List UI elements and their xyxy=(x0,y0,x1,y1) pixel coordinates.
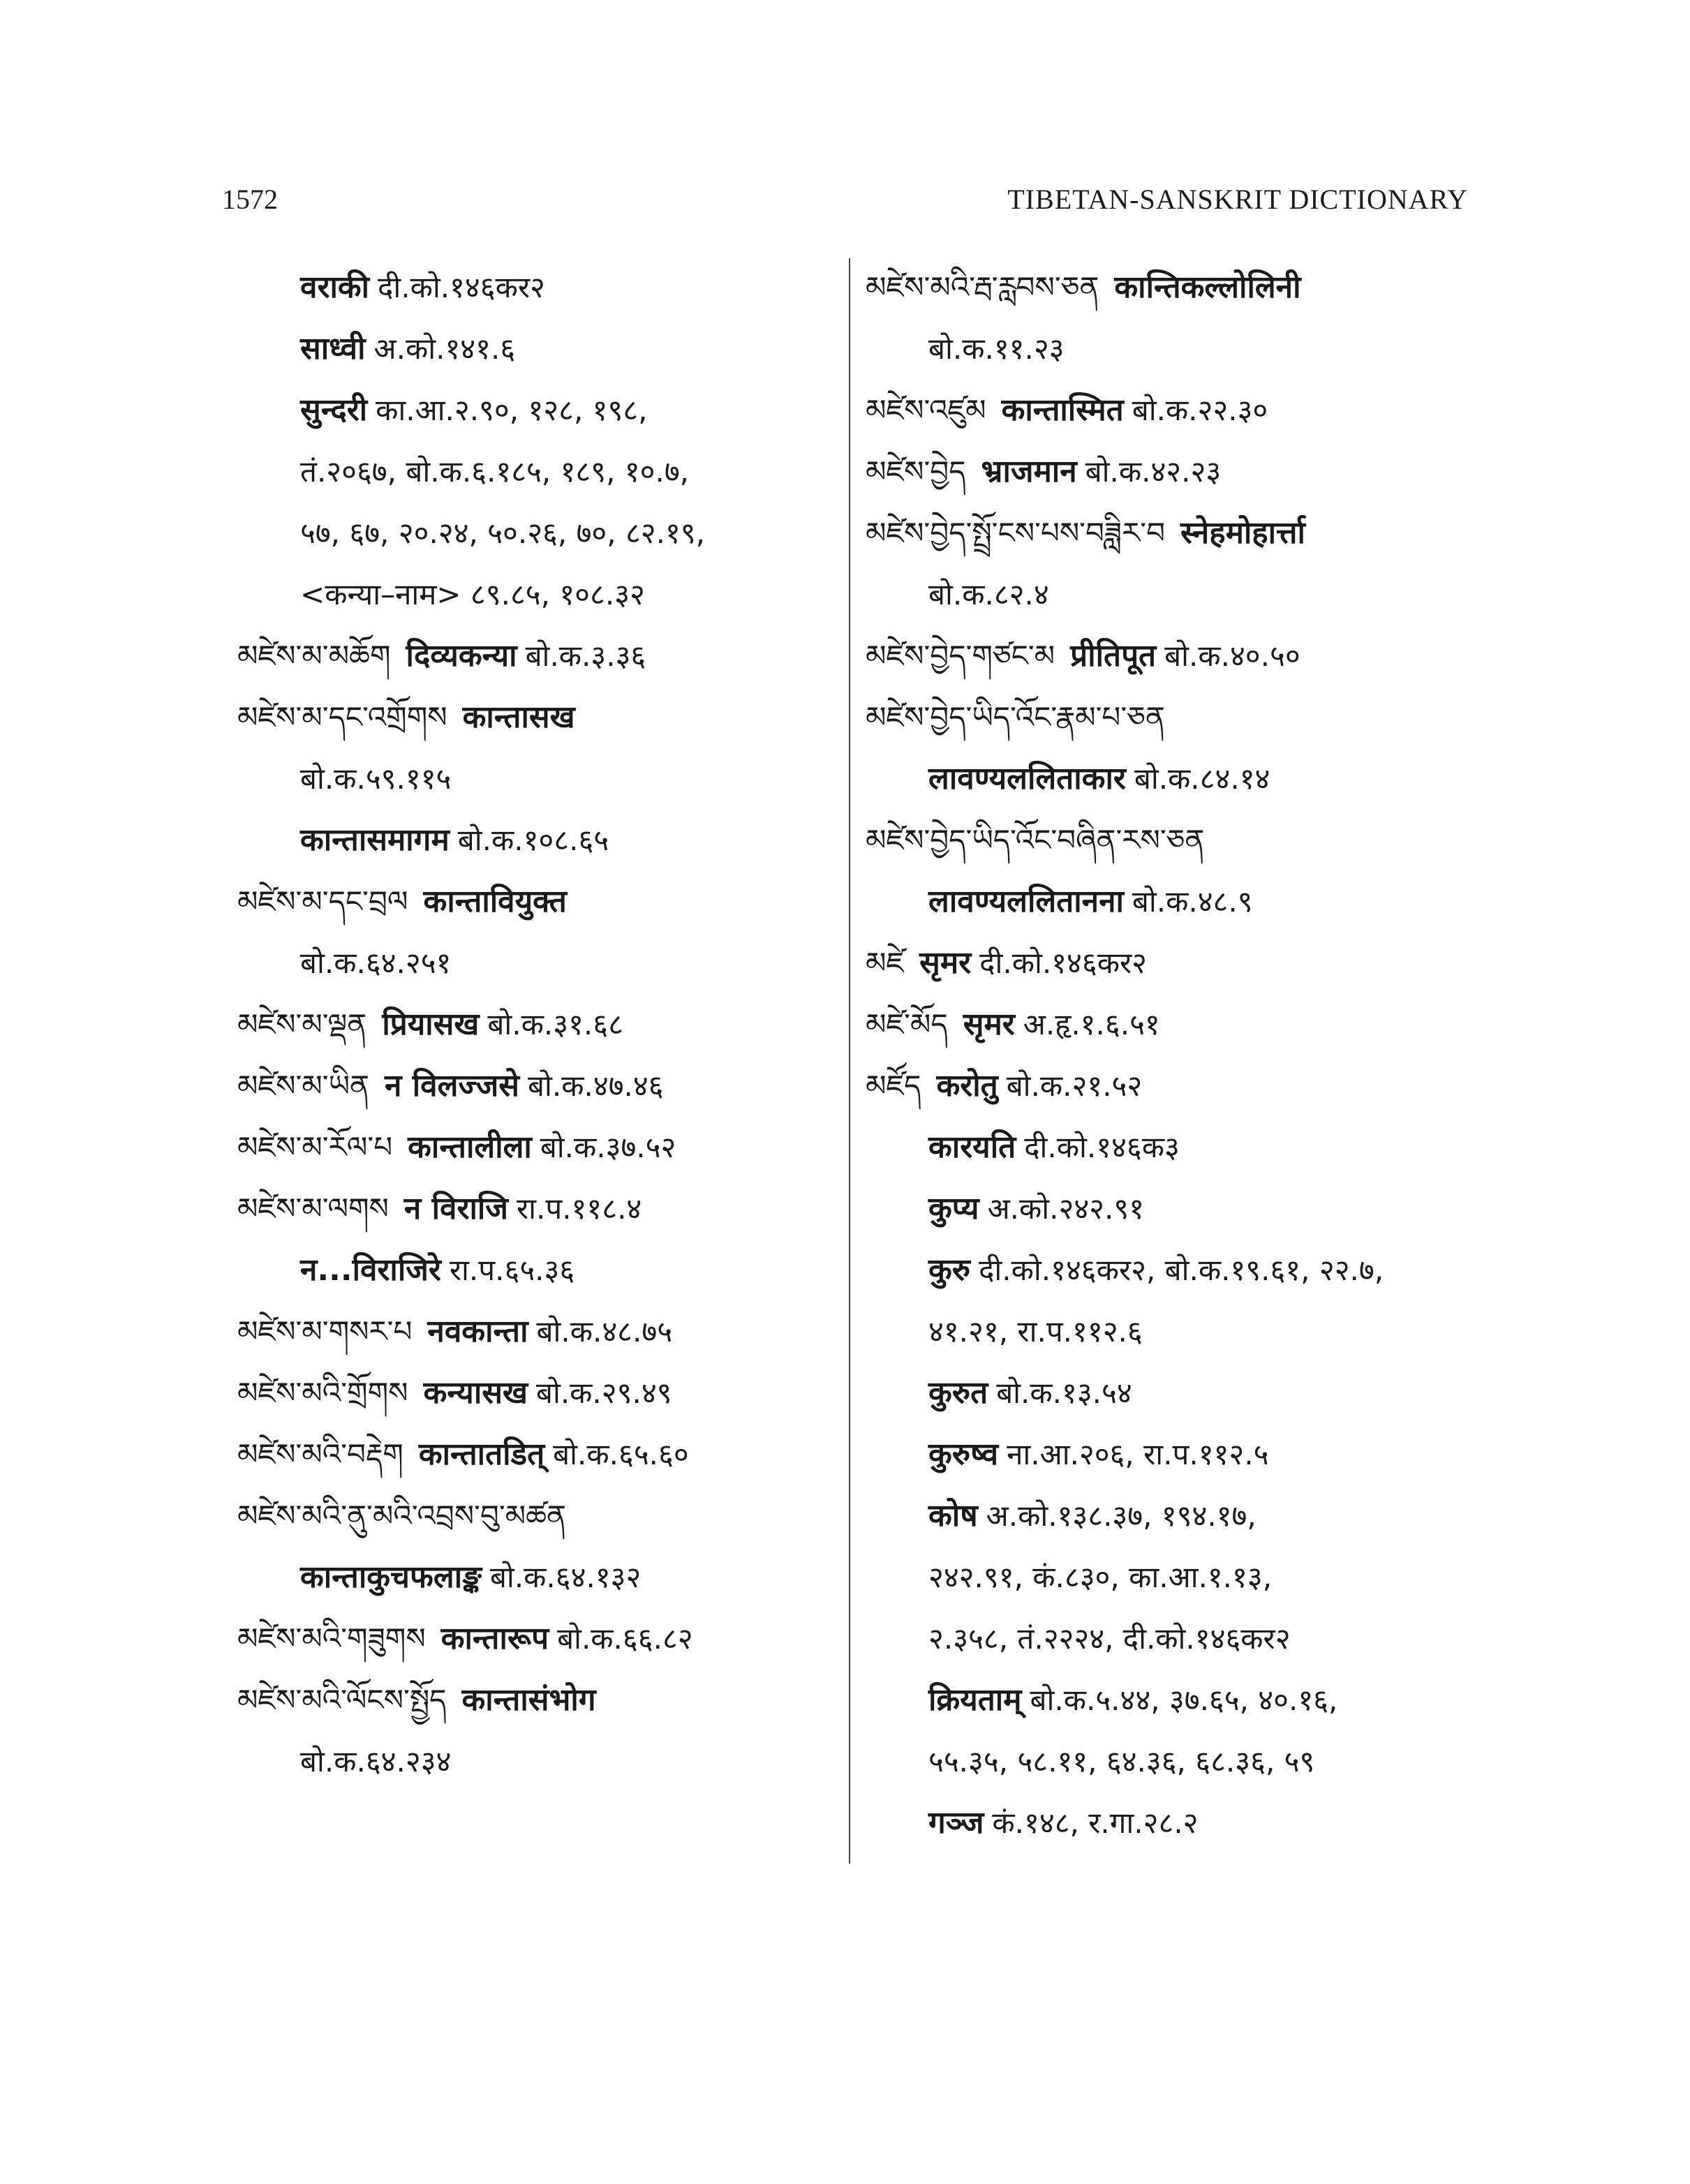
dictionary-line xyxy=(866,503,1480,564)
dictionary-line xyxy=(237,1362,831,1424)
source-reference: बो.क.८२.४ xyxy=(928,577,1049,611)
source-reference: बो.क.८४.१४ xyxy=(1134,762,1270,796)
sanskrit-equivalent: कुरु xyxy=(928,1252,971,1288)
dictionary-line xyxy=(237,871,831,933)
dictionary-line xyxy=(866,380,1480,441)
source-reference: बो.क.६४.२५१ xyxy=(300,946,452,980)
tibetan-headword: མཛེས་བྱེད xyxy=(866,454,966,489)
tibetan-headword: མཛེས་བྱེད་སྤྲོ་ངས་པས་བཟླིར་བ xyxy=(866,516,1165,550)
page-number: 1572 xyxy=(222,184,278,215)
tibetan-headword: མཛེས་མ་དང་འགྲོགས xyxy=(237,700,447,734)
source-reference: ४१.२१, रा.प.११२.६ xyxy=(928,1314,1143,1349)
sanskrit-equivalent: कान्तावियुक्त xyxy=(423,884,567,919)
tibetan-headword: མཛེས་མ་ལྡན xyxy=(237,1007,367,1041)
source-reference: बो.क.३७.५२ xyxy=(540,1130,676,1164)
dictionary-line xyxy=(866,1055,1480,1117)
sanskrit-equivalent: नवकान्ता xyxy=(427,1314,528,1349)
source-reference: दी.को.१४६कर२ xyxy=(979,946,1147,980)
source-reference: बो.क.४०.५० xyxy=(1164,639,1300,673)
dictionary-line xyxy=(237,1485,831,1547)
source-reference: बो.क.४८.७५ xyxy=(536,1314,673,1349)
dictionary-line xyxy=(237,625,831,687)
source-reference: बो.क.१३.५४ xyxy=(996,1376,1132,1410)
source-reference: बो.क.५९.११५ xyxy=(300,762,452,796)
sanskrit-equivalent: लावण्यललिताकार xyxy=(928,761,1126,796)
source-reference: तं.२०६७, बो.क.६.१८५, १८९, १०.७, xyxy=(300,454,690,489)
sanskrit-equivalent: कान्तातडित् xyxy=(418,1436,545,1472)
sanskrit-equivalent: क्रियताम् xyxy=(928,1682,1022,1718)
source-reference: अ.को.१३८.३७, १९४.१७, xyxy=(986,1499,1257,1533)
source-reference: बो.क.४८.९ xyxy=(1132,884,1253,919)
dictionary-line xyxy=(866,748,1480,810)
dictionary-line xyxy=(866,1424,1480,1485)
tibetan-headword: མཛེས་མ་དང་བྲལ xyxy=(237,884,408,919)
dictionary-line xyxy=(866,1792,1480,1854)
sanskrit-equivalent: गञ्ज xyxy=(928,1805,984,1841)
sanskrit-equivalent: सुन्दरी xyxy=(300,392,368,428)
dictionary-line xyxy=(237,1178,831,1240)
dictionary-line xyxy=(237,564,831,625)
dictionary-line xyxy=(237,318,831,380)
source-reference: बो.क.६६.८२ xyxy=(557,1621,693,1656)
dictionary-line xyxy=(237,380,831,441)
tibetan-headword: མཛེས་མ་ལགས xyxy=(237,1191,389,1226)
sanskrit-equivalent: करोतु xyxy=(936,1068,998,1104)
dictionary-line xyxy=(866,1362,1480,1424)
source-reference: रा.प.६५.३६ xyxy=(449,1253,575,1287)
source-reference: बो.क.३.३६ xyxy=(525,639,646,673)
tibetan-headword: མཛེས་མའི་བརྡེག xyxy=(237,1437,403,1471)
sanskrit-equivalent: कान्ताकुचफलाङ्क xyxy=(300,1559,482,1595)
dictionary-line xyxy=(866,687,1480,748)
dictionary-line xyxy=(866,1178,1480,1240)
dictionary-line xyxy=(866,871,1480,933)
dictionary-line xyxy=(237,1055,831,1117)
sanskrit-equivalent: कान्तारूप xyxy=(440,1621,549,1656)
dictionary-line xyxy=(866,564,1480,625)
sanskrit-equivalent: स्नेहमोहार्त्ता xyxy=(1180,515,1305,551)
tibetan-headword: མཛེས་མ་གསར་པ xyxy=(237,1314,413,1349)
source-reference: बो.क.११.२३ xyxy=(928,332,1065,366)
sanskrit-equivalent: कुरुत xyxy=(928,1375,988,1411)
dictionary-line xyxy=(866,1485,1480,1547)
dictionary-line xyxy=(237,1424,831,1485)
source-reference: दी.को.१४६कर२, बो.क.१९.६१, २२.७, xyxy=(979,1253,1384,1287)
column-divider xyxy=(849,258,850,1864)
source-reference: <कन्या–नाम> ८९.८५, १०८.३२ xyxy=(300,577,645,611)
sanskrit-equivalent: कान्तासमागम xyxy=(300,822,450,858)
dictionary-line xyxy=(866,1301,1480,1362)
dictionary-line xyxy=(237,687,831,748)
tibetan-headword: མཛེས་མའི་གྲོགས xyxy=(237,1376,408,1410)
right-column xyxy=(866,257,1480,1854)
tibetan-headword: མཛོད xyxy=(866,1069,921,1103)
tibetan-headword: མཛེས་མ་རོལ་པ xyxy=(237,1130,393,1164)
sanskrit-equivalent: कोष xyxy=(928,1498,978,1533)
dictionary-line xyxy=(237,1731,831,1792)
dictionary-line xyxy=(866,318,1480,380)
sanskrit-equivalent: साध्वी xyxy=(300,331,366,366)
sanskrit-equivalent: वराकी xyxy=(300,269,370,305)
source-reference: बो.क.६४.१३२ xyxy=(489,1560,642,1594)
sanskrit-equivalent: लावण्यललितानना xyxy=(928,884,1124,919)
tibetan-headword: མཛེ་མོད xyxy=(866,1007,948,1041)
source-reference: ५५.३५, ५८.११, ६४.३६, ६८.३६, ५९ xyxy=(928,1744,1315,1778)
sanskrit-equivalent: सृमर xyxy=(963,1006,1015,1042)
sanskrit-equivalent: दिव्यकन्या xyxy=(406,638,517,674)
tibetan-headword: མཛེས་མའི་གཟུགས xyxy=(237,1621,426,1656)
tibetan-headword: མཛེ xyxy=(866,946,905,980)
tibetan-headword: མཛེས་མའི་རྦ་རླབས་ཅན xyxy=(866,270,1099,304)
dictionary-line xyxy=(866,1731,1480,1792)
dictionary-line xyxy=(866,1670,1480,1731)
source-reference: अ.हृ.१.६.५१ xyxy=(1023,1007,1160,1041)
sanskrit-equivalent: कान्तासंभोग xyxy=(461,1682,596,1718)
dictionary-line xyxy=(866,1608,1480,1670)
source-reference: ५७, ६७, २०.२४, ५०.२६, ७०, ८२.१९, xyxy=(300,516,706,550)
dictionary-line xyxy=(866,933,1480,994)
dictionary-line xyxy=(237,257,831,318)
tibetan-headword: མཛེས་མའི་ལོངས་སྤྱོད xyxy=(237,1683,447,1717)
source-reference: बो.क.६५.६० xyxy=(553,1437,689,1471)
dictionary-line xyxy=(866,257,1480,318)
dictionary-line xyxy=(237,503,831,564)
source-reference: दी.को.१४६कर२ xyxy=(378,270,545,304)
dictionary-line xyxy=(237,933,831,994)
sanskrit-equivalent: कुरुष्व xyxy=(928,1436,999,1472)
dictionary-line xyxy=(237,810,831,871)
tibetan-headword: མཛེས་མའི་ནུ་མའི་འབྲས་བུ་མཚན xyxy=(237,1499,567,1533)
source-reference: कं.१४८, र.गा.२८.२ xyxy=(992,1806,1199,1840)
tibetan-headword: མཛེས་འཛུམ xyxy=(866,393,986,427)
source-reference: दी.को.१४६क३ xyxy=(1024,1130,1180,1164)
dictionary-line xyxy=(866,1547,1480,1608)
source-reference: का.आ.२.९०, १२८, १९८, xyxy=(376,393,648,427)
dictionary-line xyxy=(237,1670,831,1731)
source-reference: बो.क.४२.२३ xyxy=(1085,454,1222,489)
running-title: TIBETAN-SANSKRIT DICTIONARY xyxy=(1007,184,1468,215)
dictionary-line xyxy=(237,1117,831,1178)
page-header xyxy=(222,183,1468,225)
sanskrit-equivalent: प्रीतिपूत xyxy=(1070,638,1157,674)
tibetan-headword: མཛེས་བྱེད་ཡིད་འོང་བཞིན་རས་ཅན xyxy=(866,823,1205,857)
left-column xyxy=(237,257,831,1792)
source-reference: बो.क.३१.६८ xyxy=(487,1007,623,1041)
source-reference: बो.क.२२.३० xyxy=(1132,393,1268,427)
source-reference: बो.क.२९.४९ xyxy=(535,1376,672,1410)
dictionary-line xyxy=(237,1240,831,1301)
sanskrit-equivalent: न विलज्जसे xyxy=(385,1068,520,1104)
sanskrit-equivalent: कान्तासख xyxy=(462,699,575,735)
source-reference: अ.को.१४१.६ xyxy=(373,332,516,366)
sanskrit-equivalent: भ्राजमान xyxy=(981,454,1077,489)
tibetan-headword: མཛེས་མ་ཡིན xyxy=(237,1069,370,1103)
sanskrit-equivalent: कान्तास्मित xyxy=(1001,392,1124,428)
sanskrit-equivalent: कान्तिकल्लोलिनी xyxy=(1114,269,1301,305)
dictionary-line xyxy=(237,748,831,810)
source-reference: ना.आ.२०६, रा.प.११२.५ xyxy=(1007,1437,1269,1471)
dictionary-line xyxy=(237,1608,831,1670)
dictionary-line xyxy=(237,1547,831,1608)
dictionary-line xyxy=(237,441,831,503)
sanskrit-equivalent: कुप्य xyxy=(928,1191,979,1226)
source-reference: बो.क.५.४४, ३७.६५, ४०.१६, xyxy=(1030,1683,1338,1717)
sanskrit-equivalent: कन्यासख xyxy=(423,1375,528,1411)
tibetan-headword: མཛེས་བྱེད་ཡིད་འོང་རྣམ་པ་ཅན xyxy=(866,700,1165,734)
sanskrit-equivalent: न विराजि xyxy=(403,1191,508,1226)
dictionary-line xyxy=(866,810,1480,871)
source-reference: २.३५८, तं.२२२४, दी.को.१४६कर२ xyxy=(928,1621,1291,1656)
source-reference: बो.क.४७.४६ xyxy=(528,1069,664,1103)
sanskrit-equivalent: न...विराजिरे xyxy=(300,1252,441,1288)
dictionary-line xyxy=(866,994,1480,1055)
dictionary-line xyxy=(866,625,1480,687)
sanskrit-equivalent: कारयति xyxy=(928,1129,1016,1165)
source-reference: बो.क.६४.२३४ xyxy=(300,1744,452,1778)
sanskrit-equivalent: सृमर xyxy=(919,945,972,981)
dictionary-line xyxy=(866,1240,1480,1301)
source-reference: बो.क.१०८.६५ xyxy=(457,823,609,857)
sanskrit-equivalent: प्रियासख xyxy=(382,1006,480,1042)
source-reference: २४२.९१, कं.८३०, का.आ.१.१३, xyxy=(928,1560,1273,1594)
source-reference: रा.प.११८.४ xyxy=(516,1191,642,1226)
tibetan-headword: མཛེས་བྱེད་གཙང་མ xyxy=(866,639,1055,673)
dictionary-line xyxy=(237,994,831,1055)
sanskrit-equivalent: कान्तालीला xyxy=(408,1129,532,1165)
dictionary-line xyxy=(866,1117,1480,1178)
dictionary-line xyxy=(237,1301,831,1362)
source-reference: अ.को.२४२.९१ xyxy=(987,1191,1145,1226)
source-reference: बो.क.२१.५२ xyxy=(1006,1069,1143,1103)
dictionary-line xyxy=(866,441,1480,503)
tibetan-headword: མཛེས་མ་མཆོག xyxy=(237,639,391,673)
